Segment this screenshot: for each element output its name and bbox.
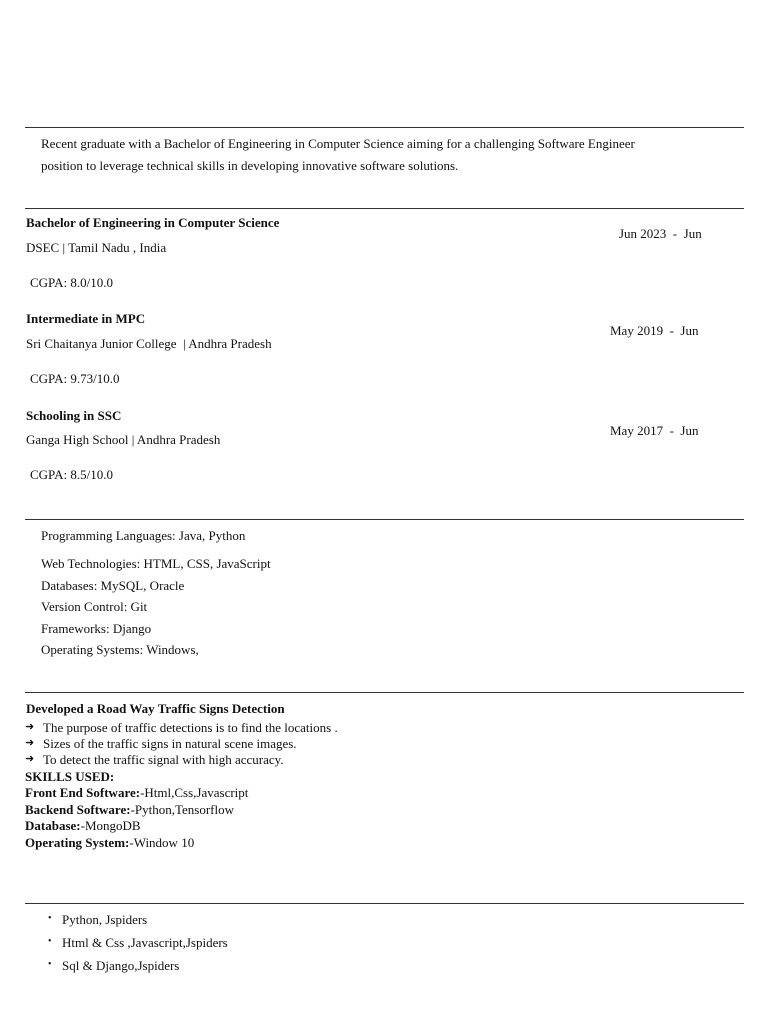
certification-item: Python, Jspiders [62,912,148,927]
section-divider-certifications [25,903,744,904]
education-dates: Jun 2023 - Jun [619,226,702,241]
skill-line: Frameworks: Django [41,621,152,636]
education-degree: Intermediate in MPC [26,311,146,326]
education-institution: DSEC | Tamil Nadu , India [26,240,167,255]
arrow-bullet-icon: ➜ [25,737,35,749]
summary-line: position to leverage technical skills in developing innovative software solutions. [41,158,459,173]
project-bullet: To detect the traffic signal with high accuracy. [43,752,284,767]
skill-line: Programming Languages: Java, Python [41,528,246,543]
arrow-bullet-icon: ➜ [25,721,35,733]
summary-line: Recent graduate with a Bachelor of Engineering in Computer Science aiming for a challenging Software Engineer [41,136,635,151]
education-cgpa: CGPA: 8.0/10.0 [30,275,113,290]
project-detail-value: -MongoDB [80,818,141,833]
project-detail-label: Operating System: [25,835,130,850]
skill-line: Databases: MySQL, Oracle [41,578,185,593]
skill-line: Web Technologies: HTML, CSS, JavaScript [41,556,271,571]
education-degree: Bachelor of Engineering in Computer Science [26,215,280,230]
dot-bullet-icon: • [48,936,52,947]
dot-bullet-icon: • [48,913,52,924]
education-cgpa: CGPA: 9.73/10.0 [30,371,120,386]
project-bullet: Sizes of the traffic signs in natural scene images. [43,736,297,751]
skill-line: Operating Systems: Windows, [41,642,199,657]
project-detail-label: Backend Software: [25,802,131,817]
project-detail-value: -Window 10 [129,835,195,850]
education-dates: May 2017 - Jun [610,423,699,438]
education-degree: Schooling in SSC [26,408,122,423]
section-divider-project [25,692,744,693]
project-title: Developed a Road Way Traffic Signs Detection [26,701,285,716]
arrow-bullet-icon: ➜ [25,753,35,765]
skill-line: Version Control: Git [41,599,148,614]
project-detail-value: -Python,Tensorflow [130,802,235,817]
section-divider-skills [25,519,744,520]
education-dates: May 2019 - Jun [610,323,699,338]
project-detail-row [25,803,234,816]
education-institution: Sri Chaitanya Junior College | Andhra Pradesh [26,336,272,351]
dot-bullet-icon: • [48,959,52,970]
section-divider-summary [25,127,744,128]
education-cgpa: CGPA: 8.5/10.0 [30,467,113,482]
project-detail-row [25,836,194,849]
project-detail-label: Front End Software: [25,785,141,800]
section-divider-education [25,208,744,209]
education-institution: Ganga High School | Andhra Pradesh [26,432,221,447]
certification-item: Sql & Django,Jspiders [62,958,180,973]
project-bullet: The purpose of traffic detections is to find the locations . [43,720,338,735]
project-detail-row [25,786,248,799]
certification-item: Html & Css ,Javascript,Jspiders [62,935,228,950]
project-detail-value: -Html,Css,Javascript [140,785,249,800]
skills-used-heading: SKILLS USED: [25,769,115,784]
project-detail-row [25,819,141,832]
project-detail-label: Database: [25,818,81,833]
